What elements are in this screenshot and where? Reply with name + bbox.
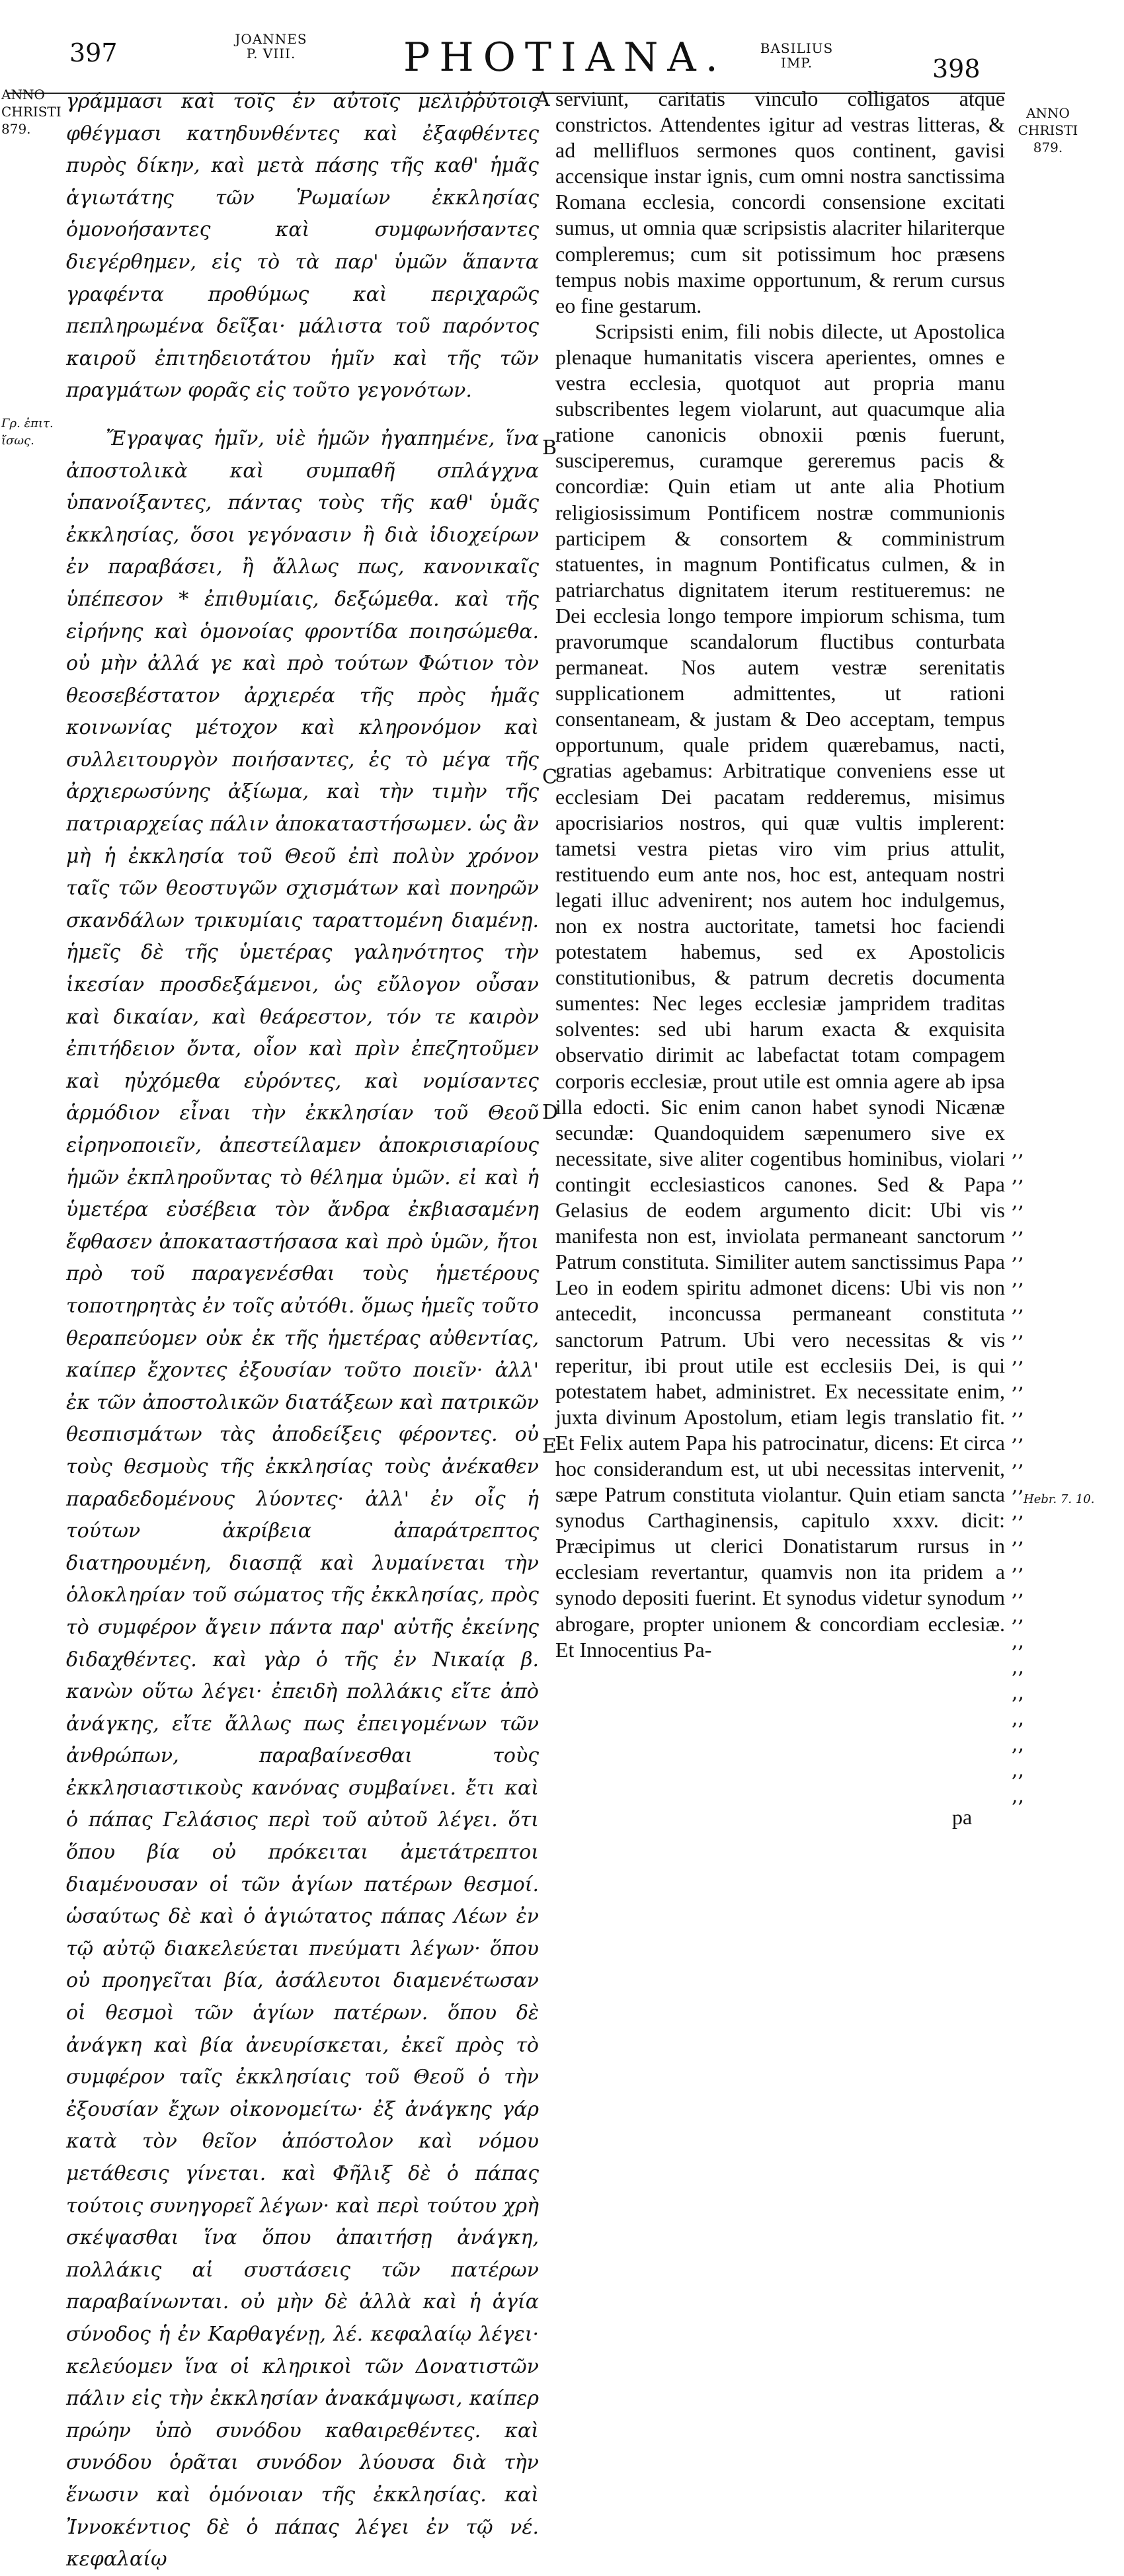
quotation-marks-column xyxy=(1012,1137,1038,1809)
quote-mark: ,, xyxy=(1012,1655,1025,1679)
quote-mark: ,, xyxy=(1012,1578,1025,1601)
latin-paragraph: serviunt, caritatis vinculo colligatos atque constrictos. Attendentes igitur ad vestras litteras, & ad mellifluos sermones quos continent, gavisi accensique instar ignis, cum omni nostra sanctissima Romana ecclesia, concordi consensione excitati sumus, ut omnia quæ scripsistis alacriter hilariterque compleremus; cum sit potissimum hoc præsens tempus nobis maxime opportunum, & rerum cursus eo fine gestarum. xyxy=(555,87,1005,317)
latin-text-column xyxy=(555,86,1005,1663)
paragraph-gap xyxy=(66,407,539,423)
quote-mark: ,, xyxy=(1012,1164,1025,1188)
section-letter-b: B xyxy=(542,436,557,460)
section-letter-c: C xyxy=(542,766,557,789)
quote-mark: ,, xyxy=(1012,1242,1025,1266)
left-margin-note: Γρ. ἐπιτ. ἴσως. xyxy=(1,417,54,448)
greek-text-column xyxy=(66,86,539,2576)
right-margin-anno: ANNO CHRISTI 879. xyxy=(1018,105,1078,155)
quote-mark: ,, xyxy=(1012,1603,1025,1627)
quote-mark: ,, xyxy=(1012,1526,1025,1550)
quote-mark: ,, xyxy=(1012,1707,1025,1731)
quote-mark: ,, xyxy=(1012,1268,1025,1291)
quote-mark: ,, xyxy=(1012,1552,1025,1576)
quote-mark: ,, xyxy=(1012,1190,1025,1214)
quote-mark: ,, xyxy=(1012,1139,1025,1162)
section-letter-d: D xyxy=(542,1101,559,1124)
right-page-number: 398 xyxy=(932,54,981,83)
right-margin-reference: Hebr. 7. 10. xyxy=(1024,1492,1095,1506)
greek-paragraph: γράμμασι καὶ τοῖς ἐν αὐτοῖς μελιῤῥύτοις φθέγμασι κατηδυνθέντες καὶ ἐξαφθέντες πυρὸς δίκην, καὶ μετὰ πάσης τῆς καθ' ἡμᾶς ἁγιωτάτης τῶν Ῥωμαίων ἐκκλησίας ὁμονοήσαντες καὶ συμφωνήσαντες διεγέρθημεν, εἰς τὸ τὰ παρ' ὑμῶν ἅπαντα γραφέντα προθύμως καὶ περιχαρῶς πεπληρωμένα δεῖξαι· μάλιστα τοῦ παρόντος καιροῦ ἐπιτηδειοτάτου ἡμῖν καὶ τῆς τῶν πραγμάτων φορᾶς εἰς τοῦτο γεγονότων. xyxy=(66,90,539,403)
quote-mark: ,, xyxy=(1012,1500,1025,1524)
quote-mark: ,, xyxy=(1012,1759,1025,1783)
quote-mark: ,, xyxy=(1012,1293,1025,1317)
page-title: PHOTIANA. xyxy=(403,34,727,81)
quote-mark: ,, xyxy=(1012,1449,1025,1472)
right-running-head: BASILIUS IMP. xyxy=(760,40,834,71)
quote-mark: ,, xyxy=(1012,1629,1025,1653)
left-running-head: JOANNES P. VIII. xyxy=(235,31,307,61)
quote-mark: ,, xyxy=(1012,1345,1025,1369)
quote-mark: ,, xyxy=(1012,1474,1025,1498)
left-margin-anno: ANNO CHRISTI 879. xyxy=(1,87,61,137)
greek-paragraph: Ἔγραψας ἡμῖν, υἱὲ ἡμῶν ἠγαπημένε, ἵνα ἀποστολικὰ καὶ συμπαθῆ σπλάγχνα ὑπανοίξαντες, πάντας τοὺς τῆς καθ' ὑμᾶς ἐκκλησίας, ὅσοι γεγόνασιν ἢ διὰ ἰδιοχείρων ἐν παραβάσει, ἢ ἄλλως πως, κανονικαῖς ὑπέπεσον * ἐπιθυμίαις, δεξώμεθα. καὶ τῆς εἰρήνης καὶ ὁμονοίας φροντίδα ποιησώμεθα. οὐ μὴν ἀλλά γε καὶ πρὸ τούτων Φώτιον τὸν θεοσεβέστατον ἀρχιερέα τῆς πρὸς ἡμᾶς κοινωνίας μέτοχον καὶ κληρονόμον καὶ συλλειτουργὸν ποιήσαντες, ἐς τὸ μέγα τῆς ἀρχιερωσύνης ἀξίωμα, καὶ τὴν τιμὴν τῆς πατριαρχείας πάλιν ἀποκαταστήσωμεν. ὡς ἂν μὴ ἡ ἐκκλησία τοῦ Θεοῦ ἐπὶ πολὺν χρόνον ταῖς τῶν θεοστυγῶν σχισμάτων καὶ πονηρῶν σκανδάλων τρικυμίαις ταραττομένη διαμένῃ. ἡμεῖς δὲ τῆς ὑμετέρας γαληνότητος τὴν ἱκεσίαν προσδεξάμενοι, ὡς εὔλογον οὖσαν καὶ δικαίαν, καὶ θεάρεστον, τόν τε καιρὸν ἐπιτήδειον ὄντα, οἷον καὶ πρὶν ἐπεζητοῦμεν καὶ ηὐχόμεθα εὑρόντες, καὶ νομίσαντες ἁρμόδιον εἶναι τὴν ἐκκλησίαν τοῦ Θεοῦ εἰρηνοποιεῖν, ἀπεστείλαμεν ἀποκρισιαρίους ἡμῶν ἐκπληροῦντας τὸ θέλημα ὑμῶν. εἰ καὶ ἡ ὑμετέρα εὐσέβεια τὸν ἄνδρα ἐκβιασαμένη ἔφθασεν ἀποκαταστήσασα καὶ πρὸ ὑμῶν, ἤτοι πρὸ τοῦ παραγενέσθαι τοὺς ἡμετέρους τοποτηρητὰς ἐν τοῖς αὐτόθι. ὅμως ἡμεῖς τοῦτο θεραπεύομεν οὐκ ἐκ τῆς ἡμετέρας αὐθεντίας, καίπερ ἔχοντες ἐξουσίαν τοῦτο ποιεῖν· ἀλλ' ἐκ τῶν ἀποστολικῶν διατάξεων καὶ πατρικῶν θεσπισμάτων τὰς ἀποδείξεις φέροντες. οὐ τοὺς θεσμοὺς τῆς ἐκκλησίας τοὺς ἀνέκαθεν παραδεδομένους λύοντες· ἀλλ' ἐν οἷς ἡ τούτων ἀκρίβεια ἀπαράτρεπτος διατηρουμένη, διασπᾷ καὶ λυμαίνεται τὴν ὁλοκληρίαν τοῦ σώματος τῆς ἐκκλησίας, πρὸς τὸ συμφέρον ἄγειν πάντα παρ' αὐτῆς ἐκείνης διδαχθέντες. καὶ γὰρ ὁ τῆς ἐν Νικαίᾳ β. κανὼν οὕτω λέγει· ἐπειδὴ πολλάκις εἴτε ἀπὸ ἀνάγκης, εἴτε ἄλλως πως ἐπειγομένων τῶν ἀνθρώπων, παραβαίνεσθαι τοὺς ἐκκλησιαστικοὺς κανόνας συμβαίνει. ἔτι καὶ ὁ πάπας Γελάσιος περὶ τοῦ αὐτοῦ λέγει. ὅτι ὅπου βία οὐ πρόκειται ἀμετάτρεπτοι διαμένουσαν οἱ τῶν ἁγίων πατέρων θεσμοί. ὡσαύτως δὲ καὶ ὁ ἁγιώτατος πάπας Λέων ἐν τῷ αὐτῷ διακελεύεται πνεύματι λέγων· ὅπου οὐ προηγεῖται βία, ἀσάλευτοι διαμενέτωσαν οἱ θεσμοὶ τῶν ἁγίων πατέρων. ὅπου δὲ ἀνάγκη καὶ βία ἀνευρίσκεται, ἐκεῖ πρὸς τὸ συμφέρον ταῖς ἐκκλησίαις τοῦ Θεοῦ ὁ τὴν ἐξουσίαν ἔχων οἰκονομείτω· ἐξ ἀνάγκης γάρ κατὰ τὸν θεῖον ἀπόστολον καὶ νόμου μετάθεσις γίνεται. καὶ Φῆλιξ δὲ ὁ πάπας τούτοις συνηγορεῖ λέγων· καὶ περὶ τούτου χρὴ σκέψασθαι ἵνα ὅπου ἀπαιτήσῃ ἀνάγκη, πολλάκις αἱ συστάσεις τῶν πατέρων παραβαίνωνται. οὐ μὴν δὲ ἀλλὰ καὶ ἡ ἁγία σύνοδος ἡ ἐν Καρθαγένῃ, λέ. κεφαλαίῳ λέγει· κελεύομεν ἵνα οἱ κληρικοὶ τῶν Δονατιστῶν πάλιν εἰς τὴν ἐκκλησίαν ἀνακάμψωσι, καίπερ πρώην ὑπὸ συνόδου καθαιρεθέντες. καὶ συνόδου ὁρᾶται συνόδον λύουσα διὰ τὴν ἕνωσιν καὶ ὁμόνοιαν τῆς ἐκκλησίας. καὶ Ἰννοκέντιος δὲ ὁ πάπας λέγει ἐν τῷ νέ. κεφαλαίῳ xyxy=(66,426,539,2571)
quote-mark: ,, xyxy=(1012,1733,1025,1757)
quote-mark: ,, xyxy=(1012,1319,1025,1343)
catchword: pa xyxy=(952,1805,973,1829)
quote-mark: ,, xyxy=(1012,1785,1025,1808)
quote-mark: ,, xyxy=(1012,1681,1025,1705)
section-letter-e: E xyxy=(542,1435,557,1458)
section-letter-a: A xyxy=(536,88,550,111)
quote-mark: ,, xyxy=(1012,1216,1025,1240)
left-page-number: 397 xyxy=(69,38,118,67)
quote-mark: ,, xyxy=(1012,1396,1025,1420)
quote-mark: ,, xyxy=(1012,1371,1025,1394)
latin-paragraph: Scripsisti enim, fili nobis dilecte, ut Apostolica plenaque humanitatis viscera aperientes, omnes e vestra ecclesia, quotquot aut propria manu subscribentes legem violarunt, aut quacumque alia ratione canonicis obnoxii pœnis fuerunt, susciperemus, curamque gereremus pacis & concordiæ: Quin etiam ut ante alia Photium religiosissimum Pontificem nostræ communionis participem & consortem & comministrum statuentes, in magnum Pontificatus culmen, & in patriarchatus dignitatem iterum restitueremus: ne Dei ecclesia longo tempore impiorum schisma, tum pravorumque scandalorum fluctibus conturbata permaneat. Nos autem vestræ serenitatis supplicationem admittentes, ut rationi consentaneam, & justam & Deo acceptam, tempus opportunum, quale pridem quærebamus, nacti, gratias agebamus: Arbitratique conveniens esse ut ecclesiam Dei pacatam redderemus, misimus apocrisiarios nostros, qui quæ vultis implerent: tametsi vestra pietas viro vim prius attulit, restituendo eum ante nos, hoc est, antequam nostri legati illuc advenirent; nos autem hoc indulgemus, non ex nostra auctoritate, tametsi hoc faciendi potestatem habemus, sed ex Apostolicis constitutionibus, & patrum decretis documenta sumentes: Nec leges ecclesiæ jampridem traditas solventes: sed ubi harum exacta & exquisita observatio dirimit ac labefactat totam compagem corporis ecclesiæ, prout utile est omnia agere ab ipsa illa edocti. Sic enim canon habet synodi Nicænæ secundæ: Quandoquidem sæpenumero sive ex necessitate, sive aliter cogentibus hominibus, violari contingit ecclesiasticos canones. Sed & Papa Gelasius de eodem argumento dicit: Ubi vis manifesta non est, inviolata permaneant sanctorum Patrum constituta. Similiter autem sanctissimus Papa Leo in eodem spiritu admonet dicens: Ubi vis non antecedit, inconcussa permaneant constituta sanctorum Patrum. Ubi vero necessitas & vis reperitur, ibi prout utile est ecclesiis Dei, is qui potestatem habet, administret. Ex necessitate enim, juxta divinum Apostolum, etiam legis translatio fit. Et Felix autem Papa his patrocinatur, dicens: Et circa hoc considerandum est, ut ubi necessitas intervenit, sæpe Patrum constituta violantur. Quin etiam sancta synodus Carthaginensis, capitulo xxxv. dicit: Præcipimus ut clerici Donatistarum rursus in ecclesiam revertantur, quamvis non ita pridem a synodo depositi fuerint. Et synodus videtur synodum abrogare, propter unionem & concordiam ecclesiæ. Et Innocentius Pa- xyxy=(555,319,1005,1662)
quote-mark: ,, xyxy=(1012,1423,1025,1447)
